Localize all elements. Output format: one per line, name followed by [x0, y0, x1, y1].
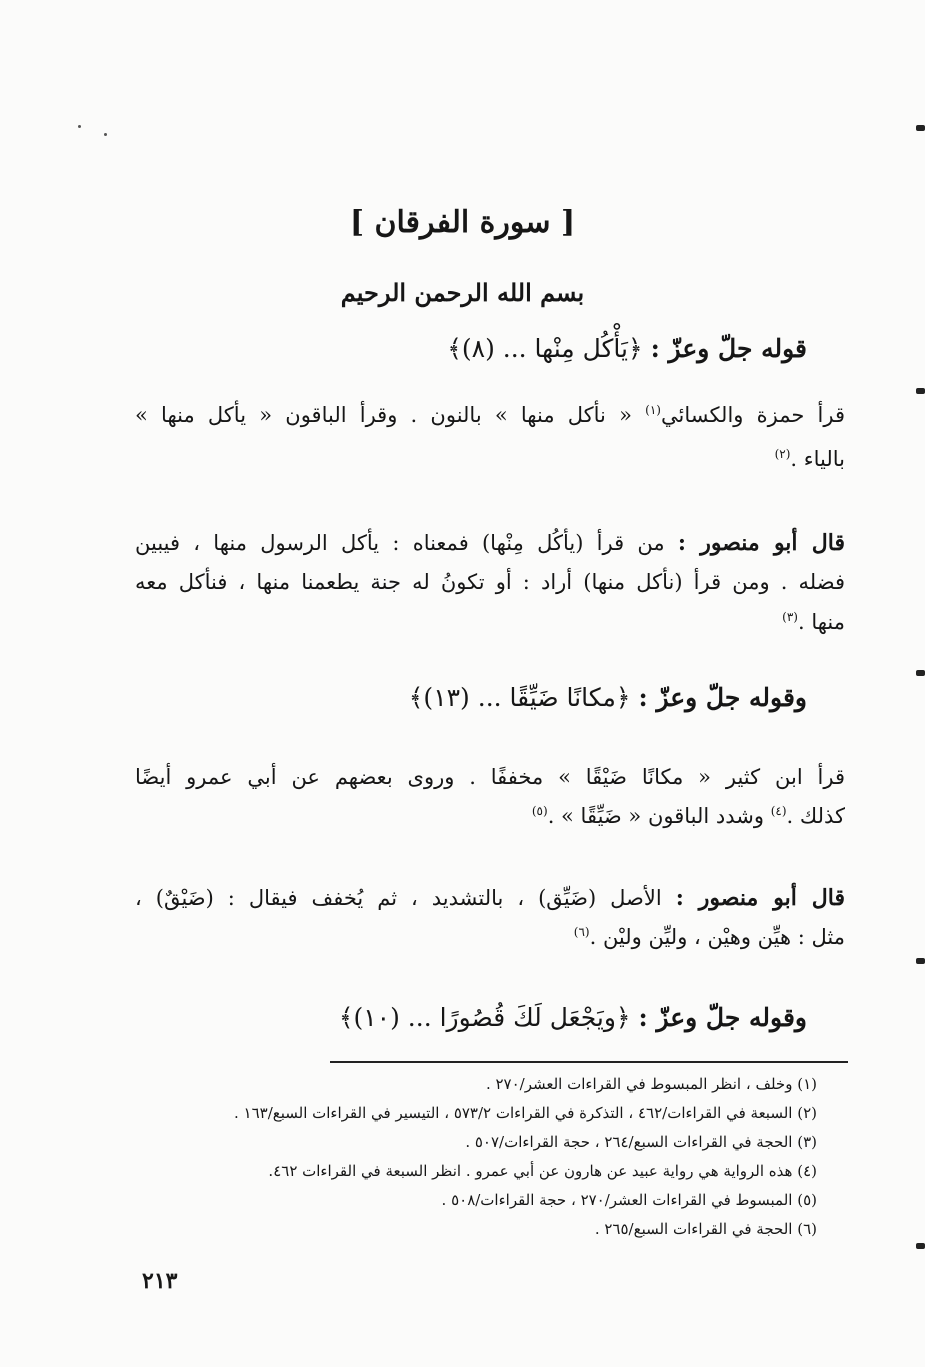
reading-text: كذلك .	[786, 804, 845, 828]
commentary-line	[135, 570, 845, 594]
reading-line	[135, 765, 845, 789]
footnote: (٥) المبسوط في القراءات العشر/٢٧٠ ، حجة القراءات/٥٠٨ .	[441, 1191, 817, 1209]
reading-line	[135, 447, 845, 471]
footnote-ref: (٦)	[573, 925, 590, 939]
verse-quote: ﴿ويَجْعَل لَكَ قُصُورًا ... (١٠)﴾	[338, 1003, 631, 1032]
margin-mark	[916, 125, 925, 131]
commentary-label: قال أبو منصور :	[677, 530, 845, 556]
footnote-ref: (٥)	[531, 804, 548, 818]
commentary-text: منها .	[797, 610, 845, 634]
footnote-divider	[330, 1061, 848, 1063]
commentary-text: الأصل (ضَيِّق) ، بالتشديد ، ثم يُخفف فيقال : (ضَيْقٌ) ،	[135, 886, 662, 910]
verse-quote: ﴿مكانًا ضَيِّقًا ... (١٣)﴾	[408, 683, 631, 712]
footnote: (١) وخلف ، انظر المبسوط في القراءات العشر/٢٧٠ .	[485, 1075, 817, 1093]
page-title: [ سورة الفرقان ]	[349, 205, 576, 240]
footnote: (٦) الحجة في القراءات السبع/٢٦٥ .	[594, 1220, 817, 1238]
verse-heading	[447, 334, 807, 363]
verse-quote: ﴿يَأْكُل مِنْها ... (٨)﴾	[447, 334, 643, 363]
verse-intro: وقوله جلّ وعزّ :	[638, 683, 807, 712]
margin-mark	[916, 1243, 925, 1249]
commentary-line	[135, 530, 845, 556]
commentary-label: قال أبو منصور :	[675, 885, 845, 911]
reading-text: قرأ ابن كثير « مكانًا ضَيْقًا » مخففًا . وروى بعضهم عن أبي عمرو أيضًا	[135, 765, 845, 789]
verse-intro: قوله جلّ وعزّ :	[650, 334, 807, 363]
verse-heading	[339, 1003, 807, 1032]
footnote-ref: (١)	[645, 403, 661, 417]
scan-speck	[104, 133, 107, 136]
footnote-ref: (٤)	[770, 804, 787, 818]
reading-line	[135, 403, 845, 427]
footnote-ref: (٣)	[782, 610, 798, 624]
basmala: بسم الله الرحمن الرحيم	[340, 278, 585, 307]
reading-text: بالياء .	[790, 447, 845, 471]
reading-text: قرأ حمزة والكسائي	[660, 403, 845, 427]
footnote: (٢) السبعة في القراءات/٤٦٢ ، التذكرة في القراءات ٥٧٣/٢ ، التيسير في القراءات السبع/١٦٣ .	[233, 1104, 817, 1122]
reading-line	[135, 804, 845, 828]
reading-text: « نأكل منها » بالنون . وقرأ الباقون « يأكل منها »	[135, 403, 646, 427]
footnote: (٣) الحجة في القراءات السبع/٢٦٤ ، حجة القراءات/٥٠٧ .	[465, 1133, 817, 1151]
page-number: ٢١٣	[142, 1268, 178, 1294]
verse-intro: وقوله جلّ وعزّ :	[638, 1003, 807, 1032]
commentary-text: من قرأ (يأكُل مِنْها) فمعناه : يأكل الرسول منها ، فيبين	[135, 531, 665, 555]
margin-mark	[916, 670, 925, 676]
commentary-line	[135, 885, 845, 911]
footnote: (٤) هذه الرواية هي رواية عبيد عن هارون عن أبي عمرو . انظر السبعة في القراءات ٤٦٢.	[268, 1162, 817, 1180]
footnote-ref: (٢)	[774, 447, 791, 461]
verse-heading	[409, 683, 807, 712]
margin-mark	[916, 388, 925, 394]
margin-mark	[916, 958, 925, 964]
scan-speck	[78, 125, 81, 128]
commentary-line	[135, 925, 845, 949]
commentary-text: مثل : هيِّن وهيْن ، وليِّن وليْن .	[589, 925, 845, 949]
reading-text: وشدد الباقون « ضَيِّقًا » .	[547, 804, 771, 828]
commentary-text: فضله . ومن قرأ (نأكل منها) أراد : أو تكونُ له جنة يطعمنا منها ، فنأكل معه	[135, 570, 845, 594]
commentary-line	[135, 610, 845, 634]
